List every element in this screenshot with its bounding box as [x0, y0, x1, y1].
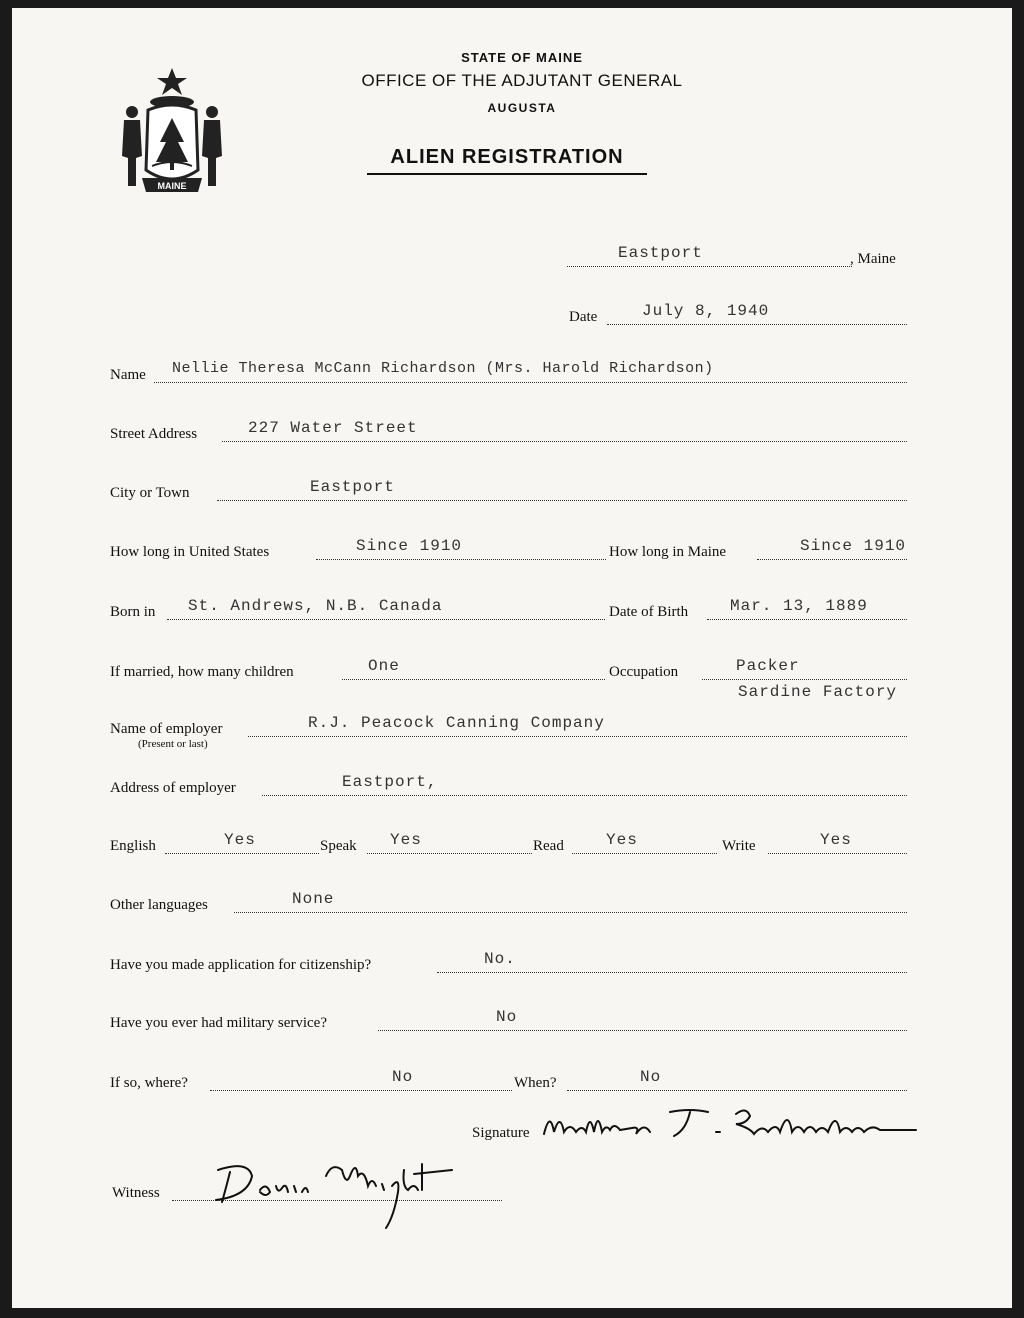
us-label: How long in United States — [110, 544, 270, 560]
where-value: No — [392, 1068, 414, 1086]
witness-handwriting — [208, 1146, 468, 1236]
town-line — [567, 266, 852, 267]
where-line — [210, 1090, 512, 1091]
when-value: No — [640, 1068, 662, 1086]
occupation-line — [702, 679, 907, 680]
maine-label: , Maine — [850, 251, 896, 267]
where-label: If so, where? — [110, 1075, 188, 1091]
write-line — [768, 853, 907, 854]
header-office: OFFICE OF THE ADJUTANT GENERAL — [361, 71, 683, 90]
maine-long-label: How long in Maine — [609, 544, 727, 560]
city-line — [217, 500, 907, 501]
born-value: St. Andrews, N.B. Canada — [188, 597, 443, 615]
town-value: Eastport — [618, 244, 703, 262]
seal-text: MAINE — [157, 181, 187, 191]
employer-label: Name of employer — [110, 721, 223, 737]
occupation-label: Occupation — [609, 664, 679, 680]
write-label: Write — [722, 838, 756, 854]
date-line — [607, 324, 907, 325]
citizenship-label: Have you made application for citizenship? — [110, 957, 372, 973]
street-line — [222, 441, 907, 442]
when-label: When? — [514, 1075, 557, 1091]
english-label: English — [110, 838, 156, 854]
military-value: No — [496, 1008, 518, 1026]
date-label: Date — [569, 309, 598, 325]
read-value: Yes — [606, 831, 638, 849]
citizenship-line — [437, 972, 907, 973]
dob-label: Date of Birth — [609, 604, 689, 620]
form-title: ALIEN REGISTRATION — [367, 146, 647, 175]
name-label: Name — [110, 367, 146, 383]
military-label: Have you ever had military service? — [110, 1015, 327, 1031]
maine-long-line — [757, 559, 907, 560]
street-value: 227 Water Street — [248, 419, 418, 437]
citizenship-value: No. — [484, 950, 516, 968]
dob-value: Mar. 13, 1889 — [730, 597, 868, 615]
military-line — [378, 1030, 907, 1031]
speak-value: Yes — [390, 831, 422, 849]
speak-line — [367, 853, 532, 854]
read-label: Read — [533, 838, 564, 854]
employer-address-label: Address of employer — [110, 780, 236, 796]
header-city: AUGUSTA — [487, 101, 557, 115]
maine-long-value: Since 1910 — [800, 537, 907, 555]
children-label: If married, how many children — [110, 664, 294, 680]
employer-address-value: Eastport, — [342, 773, 438, 791]
employer-line — [248, 736, 907, 737]
witness-label: Witness — [112, 1185, 160, 1201]
date-value: July 8, 1940 — [642, 302, 770, 320]
street-label: Street Address — [110, 426, 198, 442]
other-lang-line — [234, 912, 907, 913]
speak-label: Speak — [320, 838, 357, 854]
us-line — [316, 559, 606, 560]
occupation-value: Packer — [736, 657, 800, 675]
us-value: Since 1910 — [356, 537, 463, 555]
header-state: STATE OF MAINE — [461, 50, 583, 65]
children-line — [342, 679, 605, 680]
name-value: Nellie Theresa McCann Richardson (Mrs. Harold Richardson) — [172, 360, 714, 377]
employer-note: (Present or last) — [138, 738, 208, 750]
employer-address-line — [262, 795, 907, 796]
occupation-value-2: Sardine Factory — [738, 683, 898, 701]
form-page — [12, 8, 1012, 1308]
maine-state-seal — [112, 66, 232, 194]
employer-value: R.J. Peacock Canning Company — [308, 714, 605, 732]
other-lang-value: None — [292, 890, 335, 908]
born-line — [167, 619, 605, 620]
when-line — [567, 1090, 907, 1091]
name-line — [154, 382, 907, 383]
write-value: Yes — [820, 831, 852, 849]
signature-label: Signature — [472, 1125, 530, 1141]
other-lang-label: Other languages — [110, 897, 208, 913]
city-value: Eastport — [310, 478, 395, 496]
english-value: Yes — [224, 831, 256, 849]
english-line — [165, 853, 319, 854]
city-label: City or Town — [110, 485, 190, 501]
read-line — [572, 853, 717, 854]
born-label: Born in — [110, 604, 156, 620]
children-value: One — [368, 657, 400, 675]
dob-line — [707, 619, 907, 620]
signature-handwriting — [540, 1102, 920, 1148]
